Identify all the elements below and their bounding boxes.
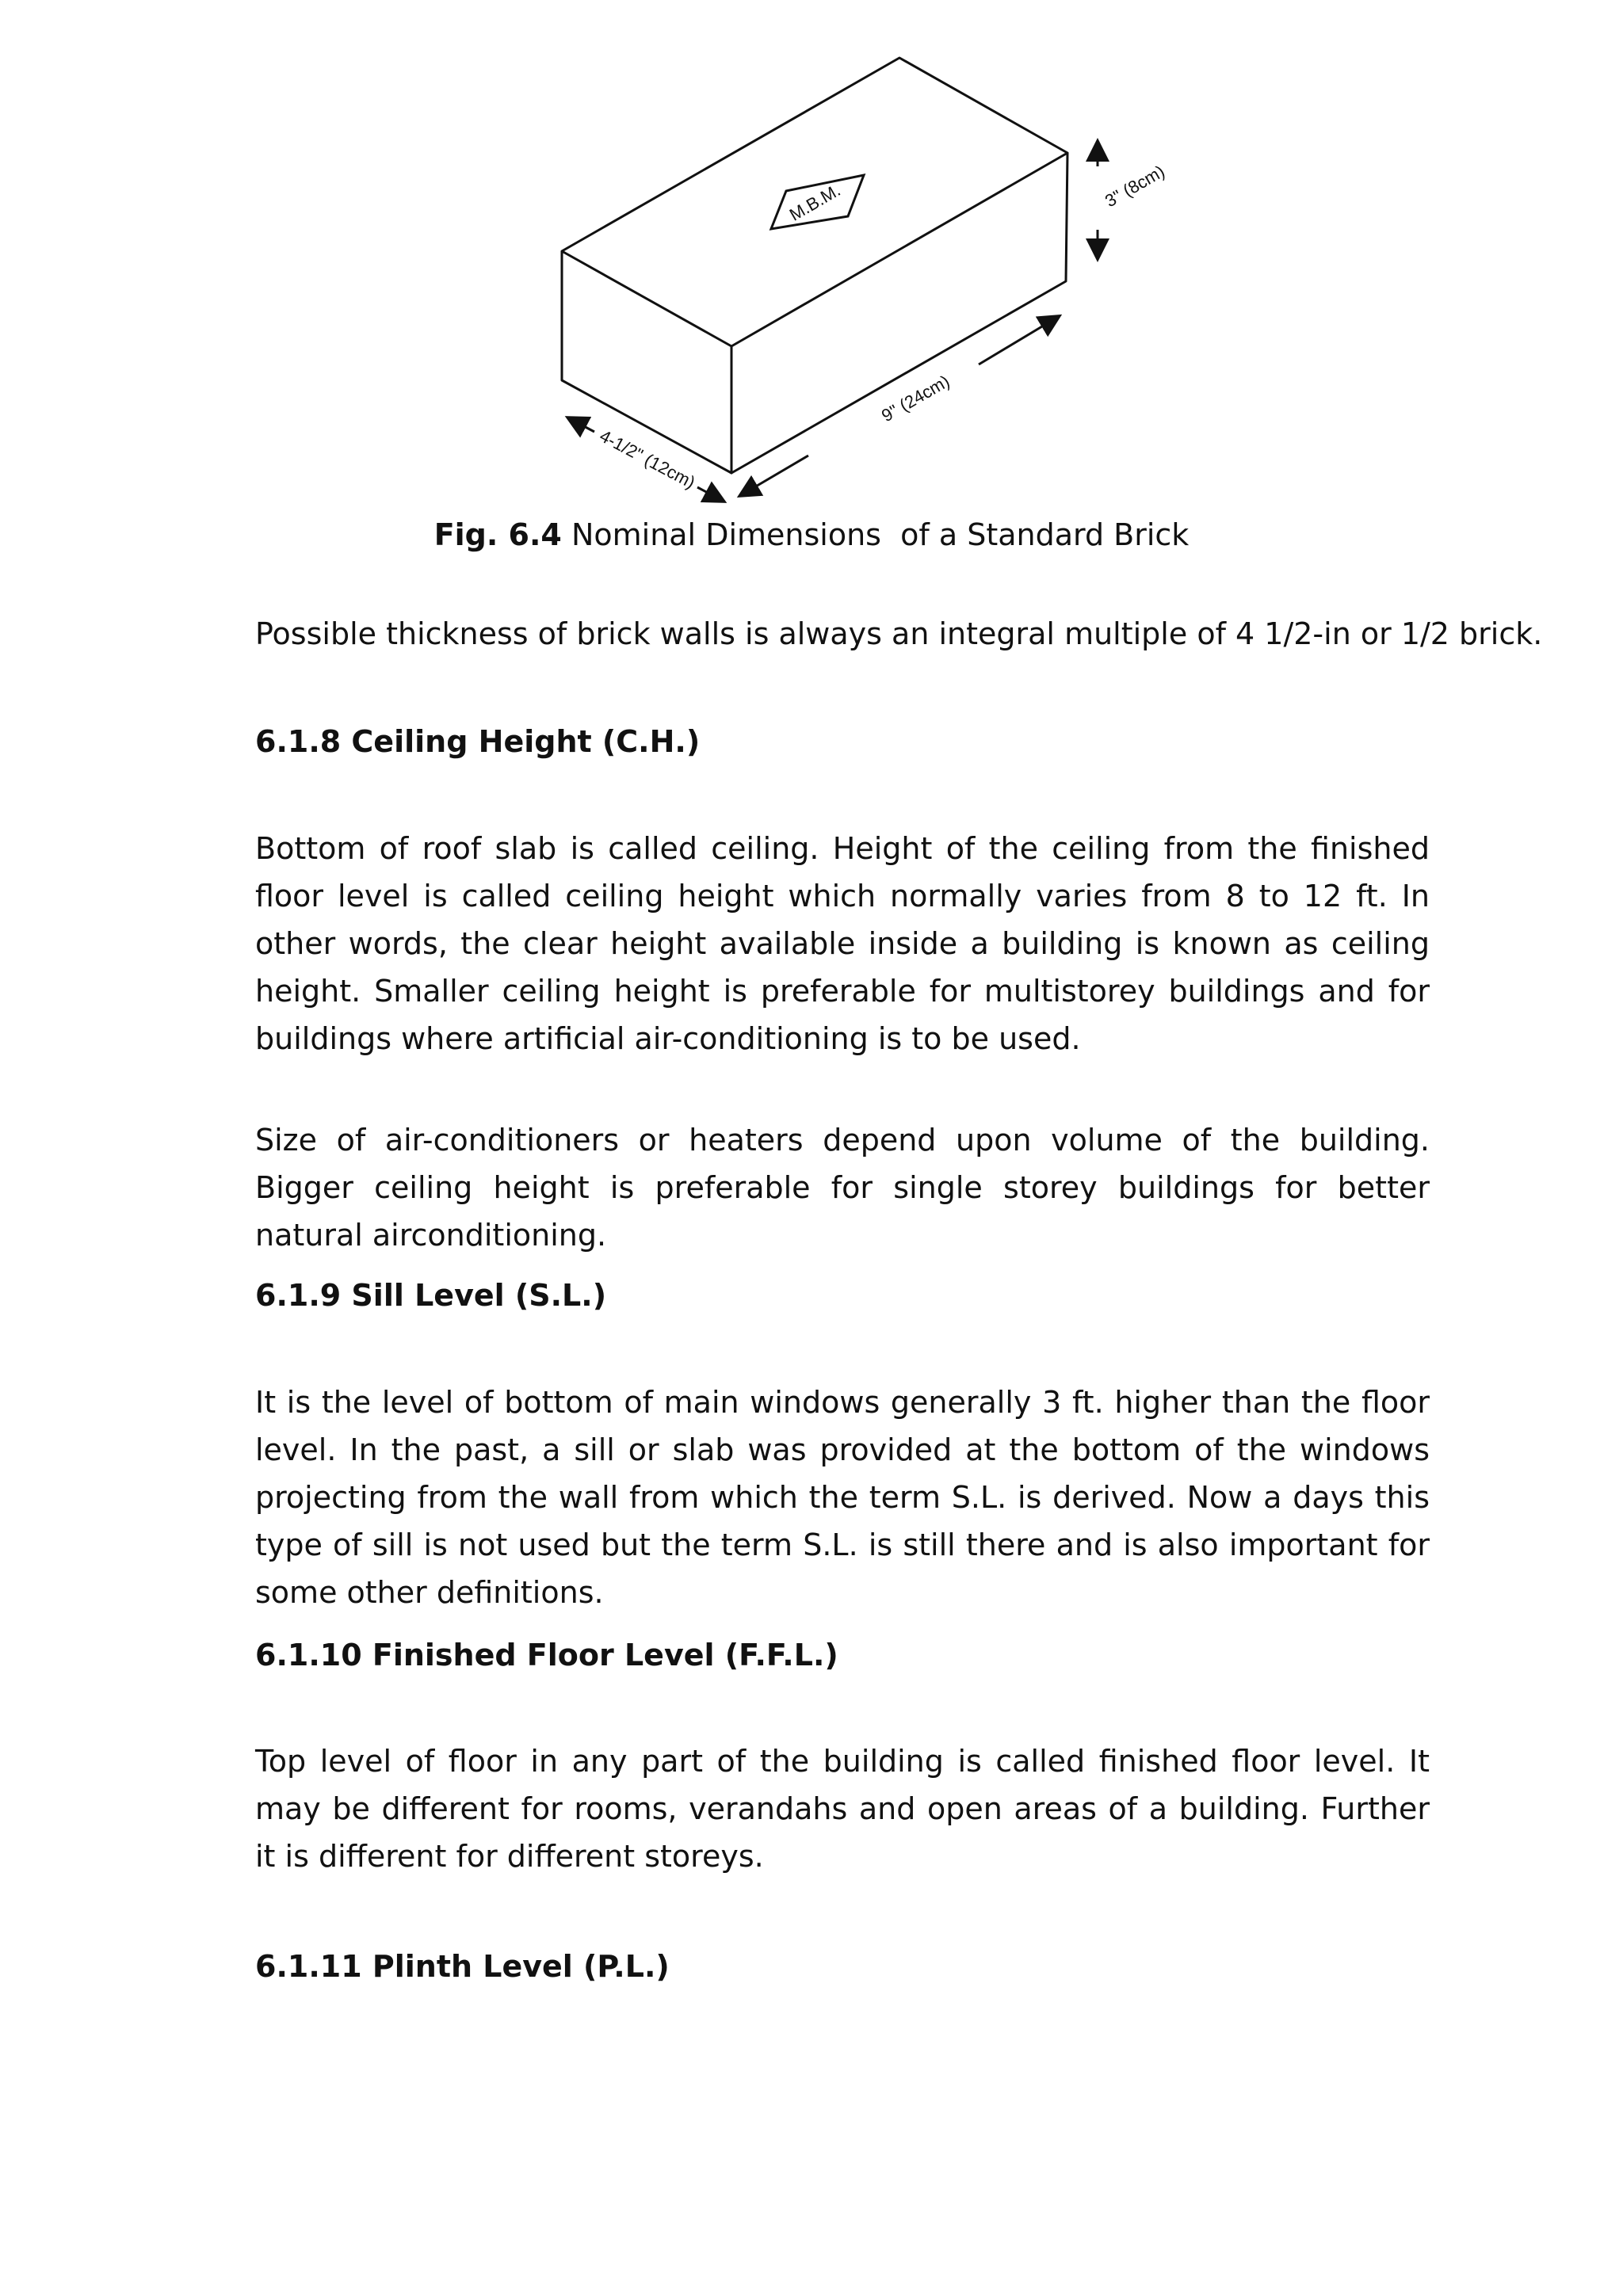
- mbm-stamp: [771, 175, 864, 229]
- paragraph-finished-floor-level: Top level of floor in any part of the building is called finished floor level. It may be different for rooms, verandahs and open areas of a building. Further it is different for different storeys.: [255, 1744, 1430, 1874]
- figure-caption-text: Nominal Dimensions of a Standard Brick: [561, 517, 1190, 552]
- heading-plinth-level: 6.1.11 Plinth Level (P.L.): [255, 1949, 670, 1984]
- height-label: 3" (8cm): [1102, 161, 1168, 212]
- heading-ceiling-height: 6.1.8 Ceiling Height (C.H.): [255, 724, 701, 759]
- paragraph-ceiling-height-2: Size of air-conditioners or heaters depend upon volume of the building. Bigger ceiling height is preferable for single storey buildings for better natural airconditioning.: [255, 1123, 1430, 1253]
- heading-finished-floor-level: 6.1.10 Finished Floor Level (F.F.L.): [255, 1638, 838, 1672]
- paragraph-ceiling-height-1: Bottom of roof slab is called ceiling. Height of the ceiling from the finished floor level is called ceiling height which normally varies from 8 to 12 ft. In other words, the clear height available inside a building is known as ceiling height. Smaller ceiling height is preferable for multistorey buildings and for buildings where artificial air-conditioning is to be used.: [255, 831, 1430, 1056]
- brick-figure: [0, 0, 1623, 570]
- brick-outline: [562, 58, 1067, 473]
- figure-number: Fig. 6.4: [433, 517, 562, 552]
- heading-sill-level: 6.1.9 Sill Level (S.L.): [255, 1278, 607, 1313]
- width-label: 4-1/2" (12cm): [596, 425, 699, 493]
- figure-caption: [0, 514, 1623, 555]
- brick-diagram: [0, 0, 1623, 570]
- paragraph-wall-thickness: Possible thickness of brick walls is always an integral multiple of 4 1/2-in or 1/2 brick.: [255, 616, 1543, 651]
- paragraph-sill-level: It is the level of bottom of main windows generally 3 ft. higher than the floor level. In the past, a sill or slab was provided at the bottom of the windows projecting from the wall from which the term S.L. is derived. Now a days this type of sill is not used but the term S.L. is still there and is also important for some other definitions.: [255, 1385, 1430, 1610]
- stamp-label: M.B.M.: [785, 180, 844, 225]
- length-label: 9" (24cm): [878, 371, 953, 426]
